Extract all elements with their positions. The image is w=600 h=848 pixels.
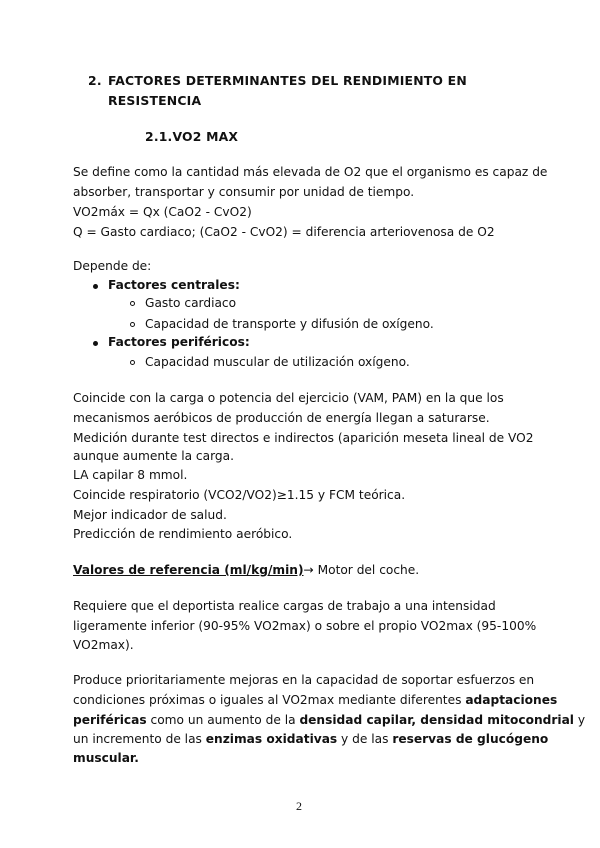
reference-values-note: → Motor del coche. <box>303 563 420 577</box>
central-factor-item: Gasto cardiaco <box>145 296 237 310</box>
produces-line <box>73 710 585 730</box>
fact-line: Mejor indicador de salud. <box>73 508 227 522</box>
produces-emphasis: adaptaciones <box>465 693 558 707</box>
bullet-dot-icon <box>93 341 98 346</box>
reference-values-line <box>73 560 419 580</box>
produces-line <box>73 729 548 749</box>
section-title-line2: RESISTENCIA <box>108 93 202 108</box>
requires-line: Requiere que el deportista realice cargas de trabajo a una intensidad <box>73 599 496 613</box>
section-number: 2. <box>88 73 102 88</box>
produces-text: condiciones próximas o iguales al VO2max mediante diferentes <box>73 693 466 707</box>
formula-legend-line: Q = Gasto cardiaco; (CaO2 - CvO2) = diferencia arteriovenosa de O2 <box>73 225 495 239</box>
fact-line: Predicción de rendimiento aeróbico. <box>73 527 293 541</box>
produces-text: un incremento de las <box>73 732 206 746</box>
produces-emphasis: densidad capilar, densidad mitocondrial <box>299 713 574 727</box>
produces-line: muscular. <box>73 751 139 765</box>
fact-line: LA capilar 8 mmol. <box>73 468 188 482</box>
produces-emphasis: reservas de glucógeno <box>392 732 549 746</box>
page-number: 2 <box>296 799 302 813</box>
reference-values-label: Valores de referencia (ml/kg/min) <box>73 563 304 577</box>
produces-line: Produce prioritariamente mejoras en la capacidad de soportar esfuerzos en <box>73 673 535 687</box>
depends-intro: Depende de: <box>73 259 152 273</box>
fact-line: mecanismos aeróbicos de producción de energía llegan a saturarse. <box>73 411 490 425</box>
requires-line: ligeramente inferior (90-95% VO2max) o sobre el propio VO2max (95-100% <box>73 619 537 633</box>
bullet-dot-icon <box>93 284 98 289</box>
subsection-title: 2.1.VO2 MAX <box>145 129 239 144</box>
definition-line: Se define como la cantidad más elevada de O2 que el organismo es capaz de <box>73 165 548 179</box>
bullet-circle-icon <box>130 360 135 365</box>
fact-line: Coincide con la carga o potencia del ejercicio (VAM, PAM) en la que los <box>73 391 504 405</box>
requires-line: VO2max). <box>73 638 134 652</box>
central-factor-item: Capacidad de transporte y difusión de oxígeno. <box>145 317 434 331</box>
peripheral-factors-label: Factores periféricos: <box>108 335 250 349</box>
produces-text: y de las <box>337 732 393 746</box>
bullet-circle-icon <box>130 301 135 306</box>
fact-line: aunque aumente la carga. <box>73 449 234 463</box>
produces-emphasis: periféricas <box>73 713 147 727</box>
bullet-circle-icon <box>130 322 135 327</box>
produces-text: y <box>573 713 586 727</box>
produces-emphasis: enzimas oxidativas <box>205 732 338 746</box>
central-factors-label: Factores centrales: <box>108 278 240 292</box>
definition-line: absorber, transportar y consumir por unidad de tiempo. <box>73 185 415 199</box>
peripheral-factor-item: Capacidad muscular de utilización oxígeno. <box>145 355 410 369</box>
fact-line: Coincide respiratorio (VCO2/VO2)≥1.15 y FCM teórica. <box>73 488 406 502</box>
section-title-line1: FACTORES DETERMINANTES DEL RENDIMIENTO EN <box>108 73 467 88</box>
formula-line: VO2máx = Qx (CaO2 - CvO2) <box>73 205 252 219</box>
fact-line: Medición durante test directos e indirectos (aparición meseta lineal de VO2 <box>73 431 534 445</box>
produces-line <box>73 690 557 710</box>
produces-text: como un aumento de la <box>146 713 300 727</box>
